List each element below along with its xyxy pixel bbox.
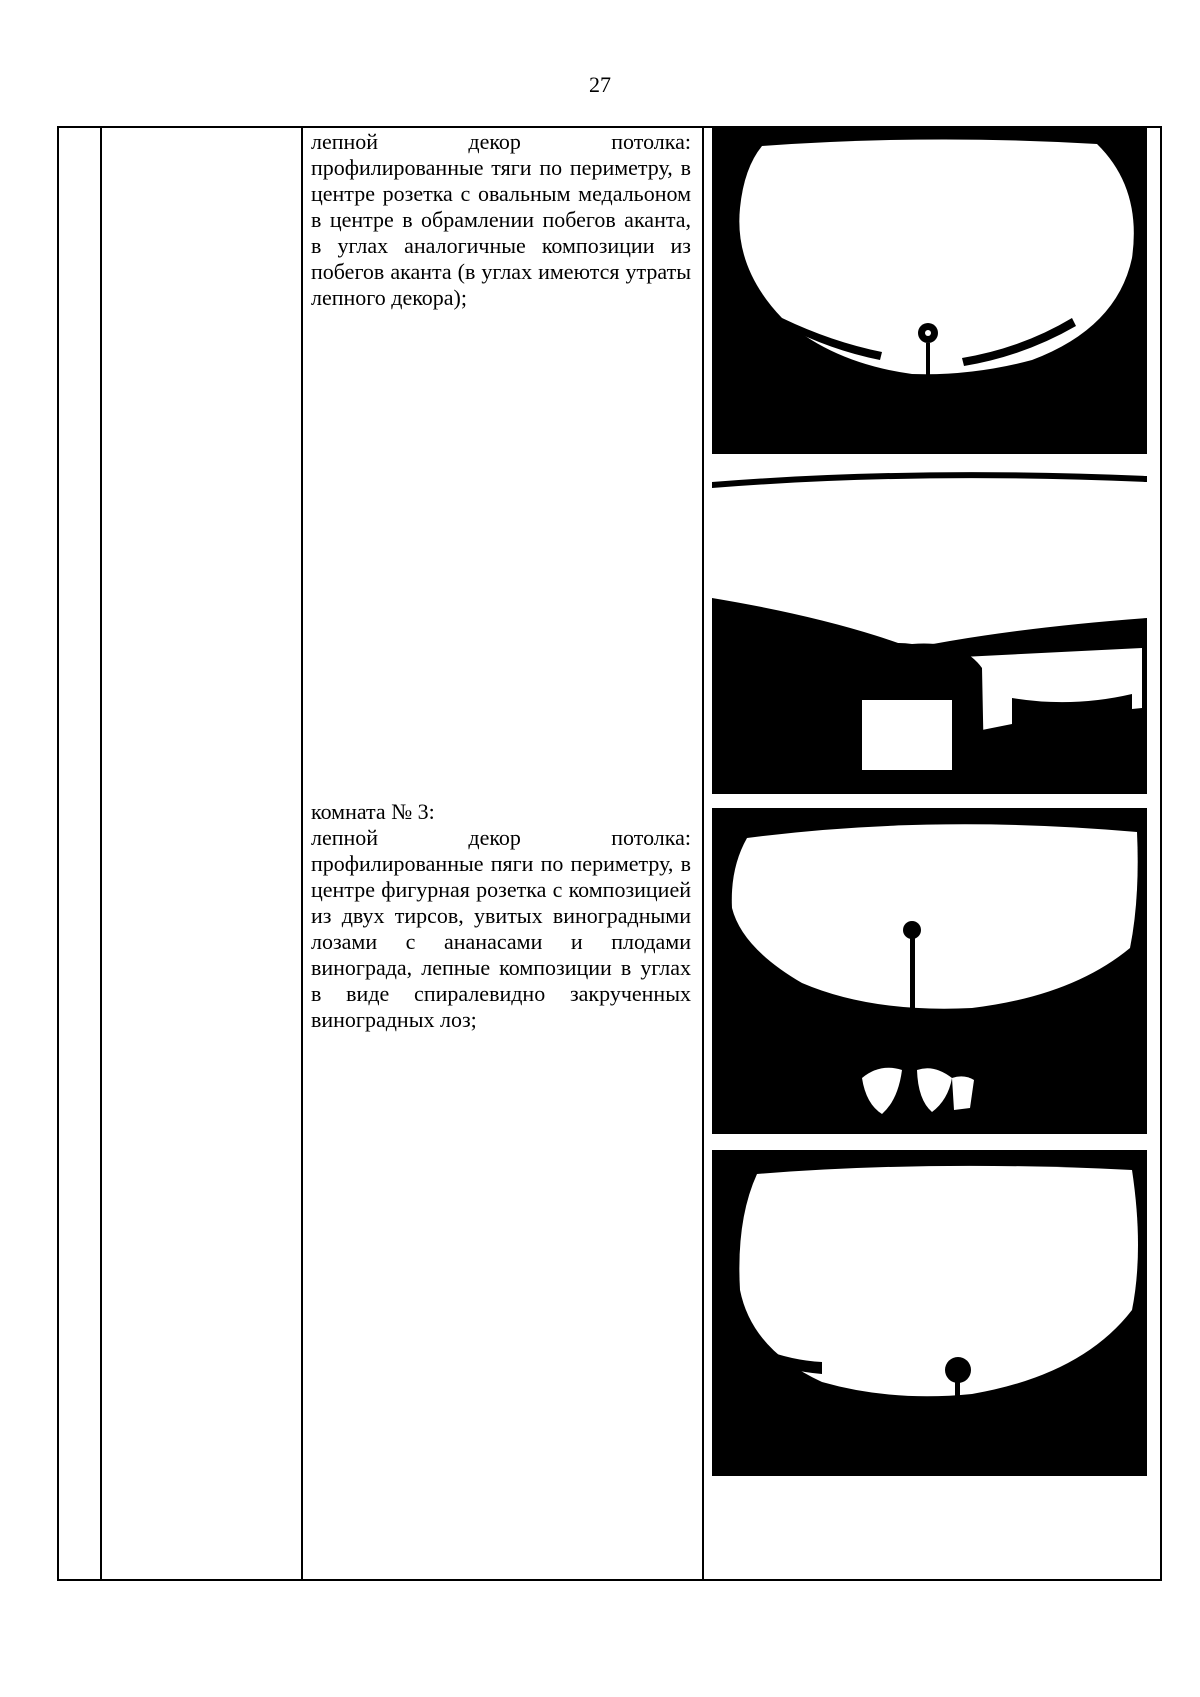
ceiling-chandelier-photo xyxy=(712,808,1147,1134)
wall-overdoor-decor-photo xyxy=(712,468,1147,794)
room-3-section xyxy=(311,799,691,1033)
table-border-right xyxy=(1160,126,1162,1581)
ceiling-decor-description xyxy=(311,129,691,311)
ceiling-decor-text: лепной декор потолка: профилированные тяги по периметру, в центре розетка с овальным медальоном в центре в обрамлении побегов аканта, в углах аналогичные композиции из побегов аканта (в углах имеются утраты лепного декора); xyxy=(311,129,691,310)
page-number: 27 xyxy=(589,72,611,97)
table-column-divider-1 xyxy=(100,126,102,1581)
room-3-decor-text: лепной декор потолка: профилированные пяги по периметру, в центре фигурная розетка с композицией из двух тирсов, увитых виноградными лозами с ананасами и плодами винограда, лепные композиции в углах в виде спиралевидно закрученных виноградных лоз; xyxy=(311,825,691,1032)
table-column-divider-3 xyxy=(702,126,704,1581)
room-3-title: комната № 3: xyxy=(311,799,435,824)
table-column-divider-2 xyxy=(301,126,303,1581)
ceiling-rosette-photo xyxy=(712,128,1147,454)
ceiling-rosette-corner-photo xyxy=(712,1150,1147,1476)
table-border-left xyxy=(57,126,59,1581)
table-bottom-border xyxy=(57,1579,1162,1581)
